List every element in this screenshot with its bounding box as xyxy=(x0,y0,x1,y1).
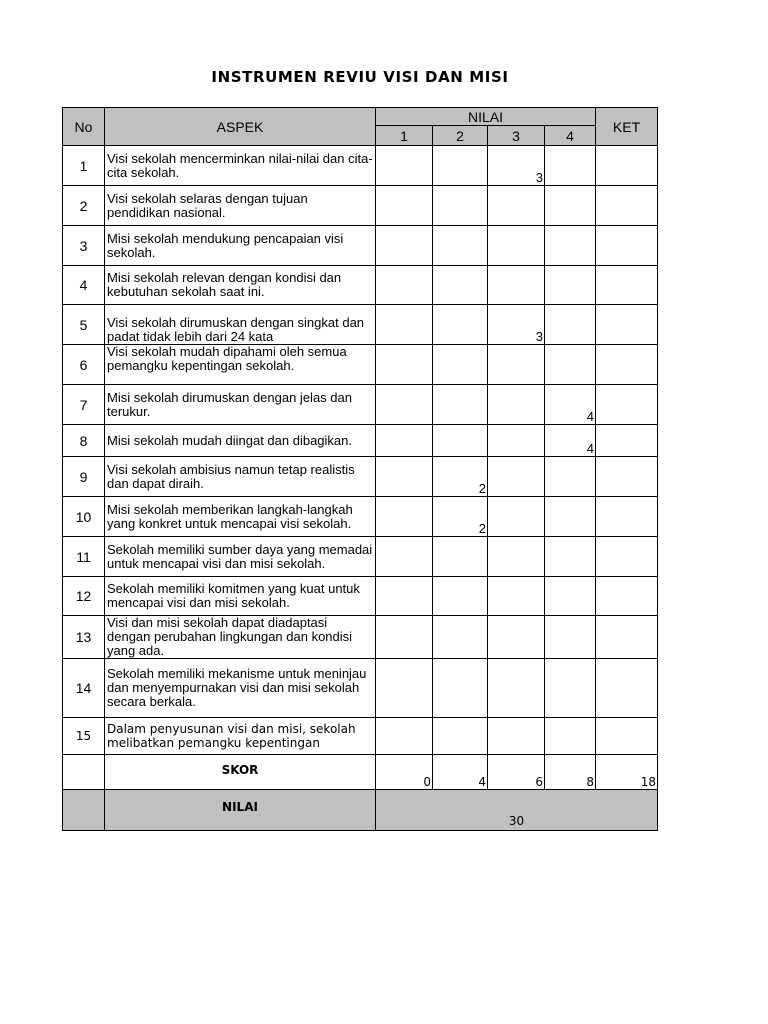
score-cell xyxy=(433,425,488,457)
score-cell xyxy=(433,186,488,226)
score-cell xyxy=(545,497,596,537)
row-number: 4 xyxy=(63,266,105,305)
table-row xyxy=(63,266,658,305)
aspect-text: Sekolah memiliki komitmen yang kuat untuk mencapai visi dan misi sekolah. xyxy=(105,577,376,616)
score-cell xyxy=(488,425,545,457)
score-cell xyxy=(433,345,488,385)
score-cell xyxy=(488,497,545,537)
ket-cell xyxy=(596,497,658,537)
ket-cell xyxy=(596,146,658,186)
table-row xyxy=(63,659,658,718)
ket-cell xyxy=(596,266,658,305)
row-number: 15 xyxy=(63,718,105,755)
ket-cell xyxy=(596,186,658,226)
score-cell xyxy=(376,186,433,226)
score-cell xyxy=(545,186,596,226)
table-row xyxy=(63,537,658,577)
table-row xyxy=(63,305,658,345)
row-number: 8 xyxy=(63,425,105,457)
column-header-no: No xyxy=(63,108,105,146)
score-cell xyxy=(545,577,596,616)
score-cell xyxy=(488,266,545,305)
ket-cell xyxy=(596,577,658,616)
score-cell xyxy=(488,457,545,497)
ket-cell xyxy=(596,616,658,659)
ket-cell xyxy=(596,537,658,577)
row-number: 13 xyxy=(63,616,105,659)
aspect-text: Visi sekolah mencerminkan nilai-nilai dan cita-cita sekolah. xyxy=(105,146,376,186)
row-number: 12 xyxy=(63,577,105,616)
score-cell xyxy=(545,345,596,385)
score-cell xyxy=(376,577,433,616)
score-cell: 2 xyxy=(433,497,488,537)
score-cell xyxy=(376,497,433,537)
nilai-label: NILAI xyxy=(105,790,376,831)
ket-cell xyxy=(596,659,658,718)
score-cell: 3 xyxy=(488,305,545,345)
table-row xyxy=(63,226,658,266)
score-cell xyxy=(488,345,545,385)
score-cell xyxy=(376,385,433,425)
aspect-text: Sekolah memiliki sumber daya yang memadai untuk mencapai visi dan misi sekolah. xyxy=(105,537,376,577)
table-row xyxy=(63,385,658,425)
score-cell xyxy=(545,616,596,659)
ket-cell xyxy=(596,345,658,385)
score-cell xyxy=(376,659,433,718)
table-row xyxy=(63,345,658,385)
table-row xyxy=(63,146,658,186)
score-cell xyxy=(433,718,488,755)
review-table xyxy=(62,107,658,831)
score-cell xyxy=(376,345,433,385)
score-cell xyxy=(433,616,488,659)
row-number: 3 xyxy=(63,226,105,266)
column-header-level-2: 2 xyxy=(433,126,488,146)
ket-cell xyxy=(596,226,658,266)
nilai-row xyxy=(63,790,658,831)
row-number: 9 xyxy=(63,457,105,497)
column-header-aspek: ASPEK xyxy=(105,108,376,146)
table-row xyxy=(63,718,658,755)
skor-value: 0 xyxy=(376,755,433,790)
aspect-text: Visi sekolah selaras dengan tujuan pendidikan nasional. xyxy=(105,186,376,226)
ket-cell xyxy=(596,425,658,457)
row-number: 10 xyxy=(63,497,105,537)
skor-value: 4 xyxy=(433,755,488,790)
ket-cell xyxy=(596,305,658,345)
score-cell xyxy=(376,425,433,457)
aspect-text: Visi sekolah dirumuskan dengan singkat dan padat tidak lebih dari 24 kata xyxy=(105,305,376,345)
score-cell xyxy=(376,616,433,659)
skor-label: SKOR xyxy=(105,755,376,790)
score-cell xyxy=(488,537,545,577)
row-number: 11 xyxy=(63,537,105,577)
table-row xyxy=(63,497,658,537)
score-cell xyxy=(545,226,596,266)
ket-cell xyxy=(596,457,658,497)
score-cell xyxy=(433,385,488,425)
table-row xyxy=(63,577,658,616)
score-cell xyxy=(433,226,488,266)
score-cell xyxy=(433,305,488,345)
aspect-text: Sekolah memiliki mekanisme untuk meninjau dan menyempurnakan visi dan misi sekolah secara berkala. xyxy=(105,659,376,718)
score-cell xyxy=(488,718,545,755)
score-cell: 4 xyxy=(545,425,596,457)
aspect-text: Misi sekolah relevan dengan kondisi dan kebutuhan sekolah saat ini. xyxy=(105,266,376,305)
nilai-value: 30 xyxy=(376,790,658,831)
score-cell xyxy=(376,266,433,305)
score-cell xyxy=(545,537,596,577)
document-title: INSTRUMEN REVIU VISI DAN MISI xyxy=(211,68,509,86)
score-cell: 2 xyxy=(433,457,488,497)
table-row xyxy=(63,616,658,659)
table-row xyxy=(63,425,658,457)
score-cell xyxy=(376,457,433,497)
row-number: 1 xyxy=(63,146,105,186)
aspect-text: Visi sekolah mudah dipahami oleh semua pemangku kepentingan sekolah. xyxy=(105,345,376,385)
score-cell xyxy=(376,537,433,577)
aspect-text: Misi sekolah mendukung pencapaian visi sekolah. xyxy=(105,226,376,266)
aspect-text: Dalam penyusunan visi dan misi, sekolah melibatkan pemangku kepentingan xyxy=(105,718,376,755)
score-cell: 4 xyxy=(545,385,596,425)
score-cell xyxy=(545,146,596,186)
aspect-text: Visi dan misi sekolah dapat diadaptasi dengan perubahan lingkungan dan kondisi yang ada. xyxy=(105,616,376,659)
skor-value: 8 xyxy=(545,755,596,790)
score-cell xyxy=(488,226,545,266)
column-header-ket: KET xyxy=(596,108,658,146)
score-cell xyxy=(433,146,488,186)
row-number: 5 xyxy=(63,305,105,345)
table-row xyxy=(63,186,658,226)
ket-cell xyxy=(596,385,658,425)
score-cell xyxy=(488,577,545,616)
score-cell xyxy=(488,616,545,659)
column-header-level-4: 4 xyxy=(545,126,596,146)
skor-no-cell xyxy=(63,755,105,790)
ket-cell xyxy=(596,718,658,755)
row-number: 7 xyxy=(63,385,105,425)
score-cell: 3 xyxy=(488,146,545,186)
table-row xyxy=(63,457,658,497)
aspect-text: Misi sekolah dirumuskan dengan jelas dan terukur. xyxy=(105,385,376,425)
row-number: 14 xyxy=(63,659,105,718)
aspect-text: Misi sekolah memberikan langkah-langkah yang konkret untuk mencapai visi sekolah. xyxy=(105,497,376,537)
column-header-level-1: 1 xyxy=(376,126,433,146)
column-header-level-3: 3 xyxy=(488,126,545,146)
nilai-no-cell xyxy=(63,790,105,831)
row-number: 6 xyxy=(63,345,105,385)
score-cell xyxy=(545,659,596,718)
skor-row xyxy=(63,755,658,790)
skor-value: 6 xyxy=(488,755,545,790)
score-cell xyxy=(545,718,596,755)
score-cell xyxy=(376,305,433,345)
score-cell xyxy=(433,537,488,577)
skor-total: 18 xyxy=(596,755,658,790)
score-cell xyxy=(376,718,433,755)
score-cell xyxy=(433,266,488,305)
row-number: 2 xyxy=(63,186,105,226)
score-cell xyxy=(488,385,545,425)
score-cell xyxy=(545,305,596,345)
score-cell xyxy=(433,659,488,718)
score-cell xyxy=(488,186,545,226)
score-cell xyxy=(433,577,488,616)
score-cell xyxy=(376,146,433,186)
aspect-text: Misi sekolah mudah diingat dan dibagikan. xyxy=(105,425,376,457)
score-cell xyxy=(488,659,545,718)
column-header-nilai: NILAI xyxy=(376,108,596,126)
score-cell xyxy=(376,226,433,266)
aspect-text: Visi sekolah ambisius namun tetap realistis dan dapat diraih. xyxy=(105,457,376,497)
score-cell xyxy=(545,266,596,305)
score-cell xyxy=(545,457,596,497)
